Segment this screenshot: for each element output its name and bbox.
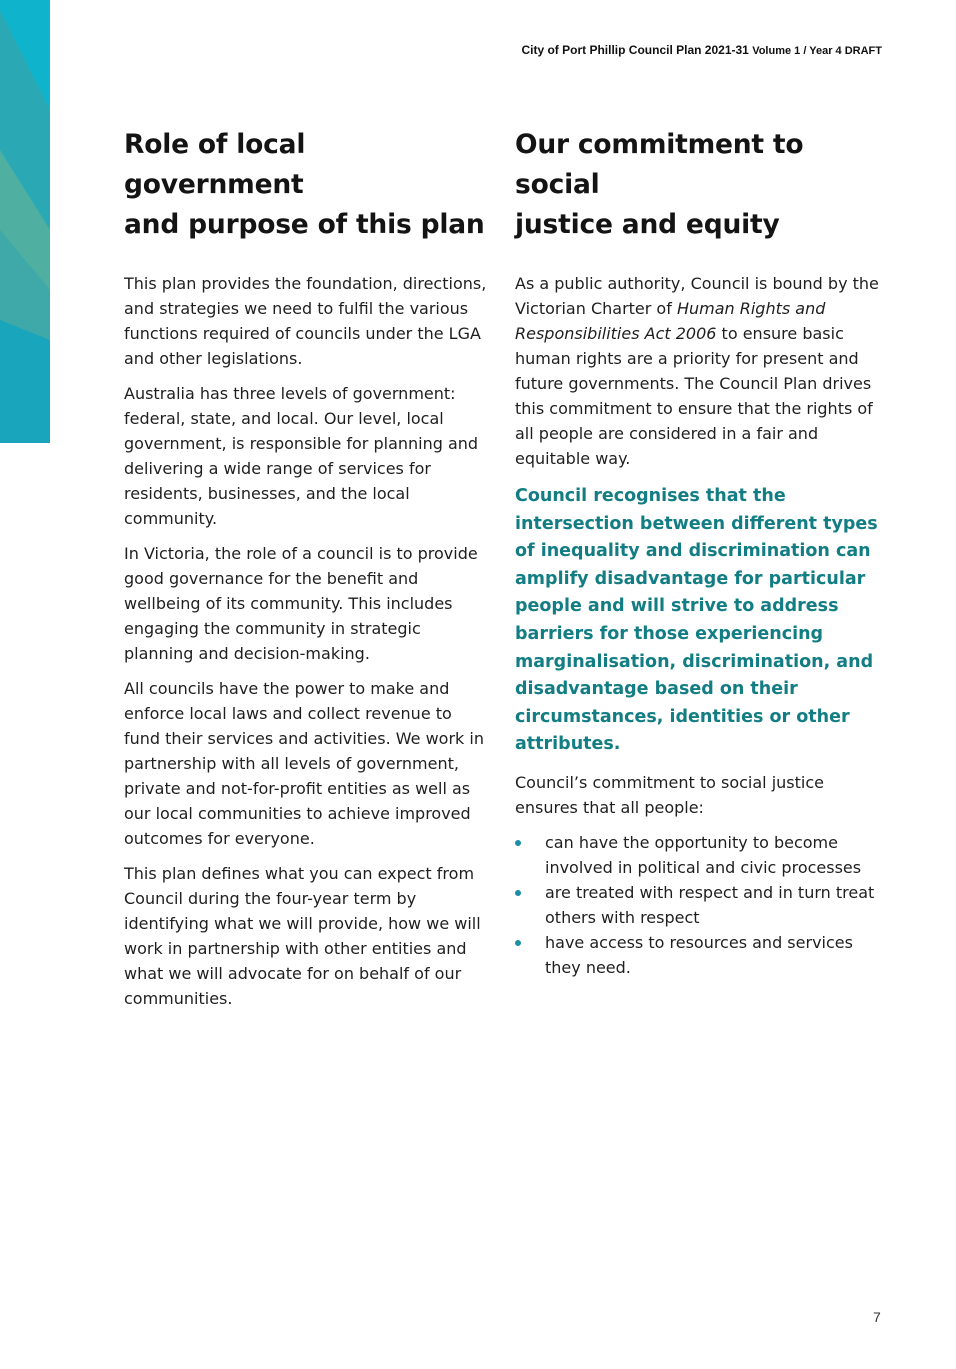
- right-heading: [515, 125, 887, 245]
- header-subtitle: Volume 1 / Year 4 DRAFT: [752, 45, 882, 57]
- list-item: [515, 930, 887, 980]
- charter-act-title: Human Rights and Responsibilities Act 2006: [515, 299, 826, 343]
- bullet-icon: [515, 890, 521, 896]
- list-item-text: are treated with respect and in turn treat others with respect: [545, 882, 875, 927]
- bullet-icon: [515, 840, 521, 846]
- page-number: 7: [873, 1309, 881, 1325]
- charter-text-after: to ensure basic human rights are a priority for present and future governments. The Council Plan drives this commitment to ensure that the rights of all people are considered in a fair and equitable way.: [515, 324, 873, 468]
- list-item-text: have access to resources and services they need.: [545, 932, 853, 977]
- pull-quote: Council recognises that the intersection between different types of inequality and discrimination can amplify disadvantage for particular people and will strive to address barriers for those experiencing marginalisation, discrimination, and disadvantage based on their circumstances, identities or other attributes.: [515, 486, 878, 755]
- left-paragraph: In Victoria, the role of a council is to provide good governance for the benefit and wellbeing of its community. This includes engaging the community in strategic planning and decision-making.: [124, 544, 478, 663]
- decorative-side-band: [0, 0, 50, 443]
- right-heading-line1: Our commitment to social: [515, 129, 804, 200]
- list-item: [515, 880, 887, 930]
- left-paragraph: This plan defines what you can expect from Council during the four-year term by identifying what we will provide, how we will work in partnership with other entities and what we will advocate for on behalf of our communities.: [124, 864, 481, 1008]
- left-paragraph: This plan provides the foundation, directions, and strategies we need to fulfil the various functions required of councils under the LGA and other legislations.: [124, 274, 487, 368]
- left-heading-line2: and purpose of this plan: [124, 209, 485, 240]
- left-heading: [124, 125, 492, 245]
- page-header: [521, 43, 882, 57]
- charter-text-before: As a public authority, Council is bound by the Victorian Charter of: [515, 274, 879, 318]
- list-item: [515, 830, 887, 880]
- commitment-intro: Council’s commitment to social justice ensures that all people:: [515, 772, 824, 817]
- left-column: [124, 125, 492, 1021]
- charter-paragraph: [515, 271, 887, 471]
- left-paragraph: Australia has three levels of government: federal, state, and local. Our level, local government, is responsible for planning and delivering a wide range of services for residents, businesses, and the local community.: [124, 384, 479, 528]
- bullet-icon: [515, 940, 521, 946]
- left-heading-line1: Role of local government: [124, 129, 306, 200]
- list-item-text: can have the opportunity to become involved in political and civic processes: [545, 832, 862, 877]
- header-title: City of Port Phillip Council Plan 2021-31: [521, 43, 749, 57]
- commitment-list: [515, 830, 887, 980]
- right-column: [515, 125, 887, 980]
- right-heading-line2: justice and equity: [515, 209, 780, 240]
- left-paragraph: All councils have the power to make and enforce local laws and collect revenue to fund their services and activities. We work in partnership with all levels of government, private and not-for-profit entities as well as our local communities to achieve improved outcomes for everyone.: [124, 679, 484, 848]
